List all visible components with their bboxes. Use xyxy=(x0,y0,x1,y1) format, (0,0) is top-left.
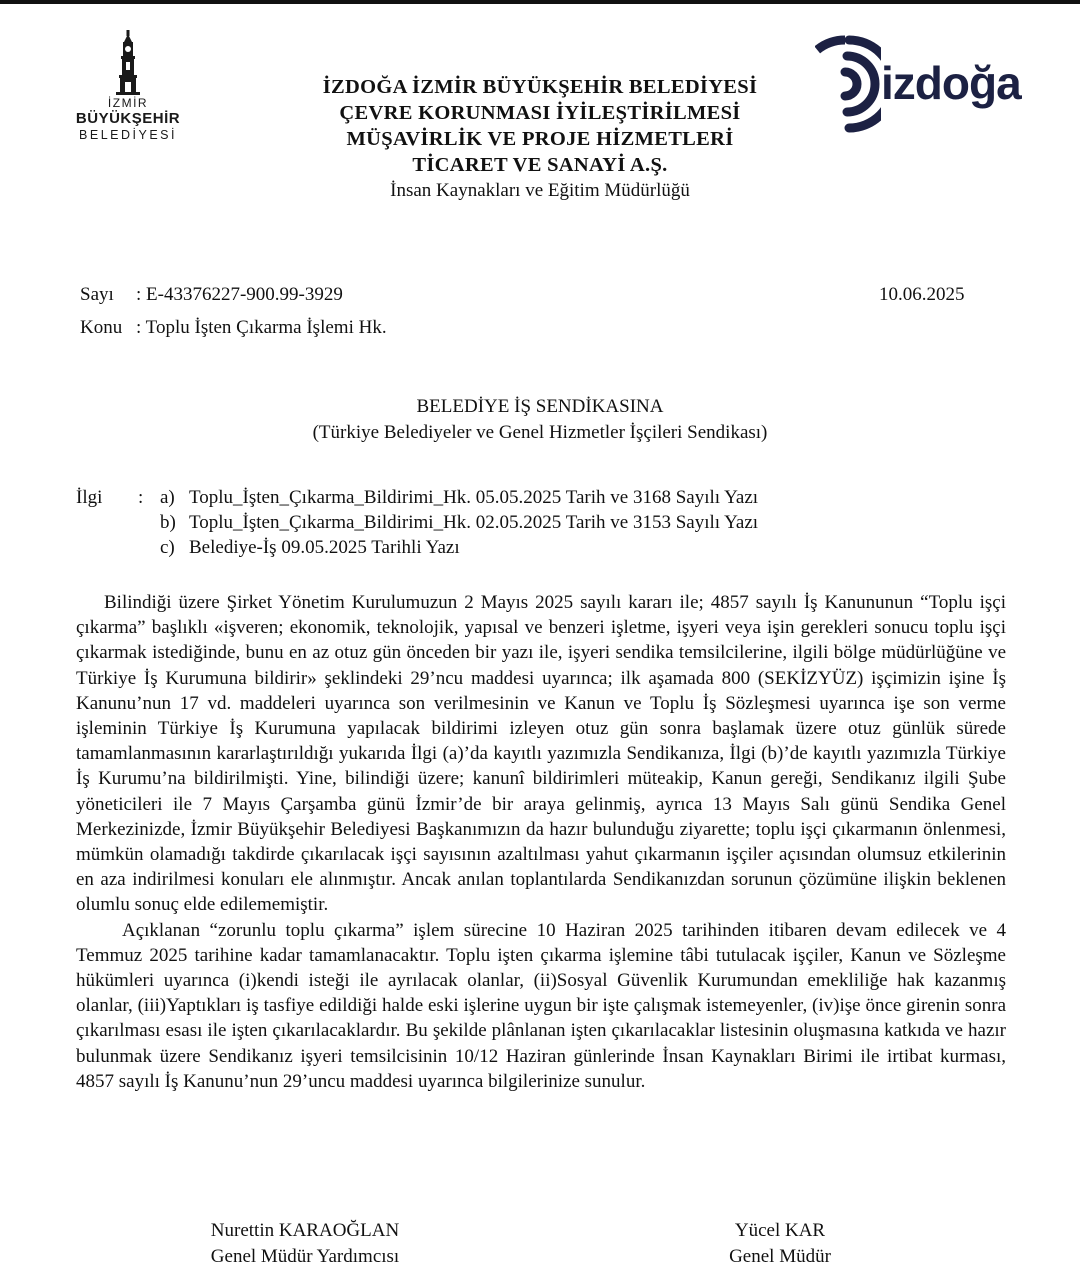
logo-text-buyuksehir: BÜYÜKŞEHİR xyxy=(75,110,181,127)
references-colon: : xyxy=(138,487,144,508)
addressee-line-2: (Türkiye Belediyeler ve Genel Hizmetler İşçileri Sendikası) xyxy=(312,422,768,443)
konu-value: : Toplu İşten Çıkarma İşlemi Hk. xyxy=(136,317,387,338)
letter-body xyxy=(76,590,1006,1094)
addressee xyxy=(200,394,880,446)
izdoga-logo xyxy=(815,34,1035,134)
logo-text-izmir: İZMİR xyxy=(107,96,149,110)
izmir-buyuksehir-logo xyxy=(66,30,190,148)
reference-text: Toplu_İşten_Çıkarma_Bildirimi_Hk. 02.05.2025 Tarih ve 3153 Sayılı Yazı xyxy=(189,512,759,533)
signature-right xyxy=(680,1218,880,1270)
signature-right-name: Yücel KAR xyxy=(734,1220,826,1241)
header-line-2: ÇEVRE KORUNMASI İYİLEŞTİRİLMESİ xyxy=(339,102,741,124)
header-line-3: MÜŞAVİRLİK VE PROJE HİZMETLERİ xyxy=(346,128,734,150)
body-paragraph-1: Bilindiği üzere Şirket Yönetim Kurulumuzun 2 Mayıs 2025 sayılı kararı ile; 4857 sayılı İş Kanununun “Toplu işçi çıkarma” başlıklı «işveren; ekonomik, teknolojik, yapısal ve benzeri işletme, işyeri veya işin gerekleri sonucu toplu işçi çıkarmak istediğinde, bunu en az otuz gün önceden bir yazı ile, işyeri sendika temsilcilerine, ilgili bölge müdürlüğüne ve Türkiye İş Kurumuna bildirir» şeklindeki 29’ncu maddesi uyarınca; ilk aşamada 800 (SEKİZYÜZ) işçimizin işine İş Kanunu’nun 17 vd. maddeleri uyarınca son verilmesinin ve Kanun ve Toplu İş Sözleşmesi uyarınca işe son verme işleminin Türkiye İş Kurumuna yapılacak bildirimi izleyen otuz gün sonra başlamak üzere otuz günlük sürede tamamlanmasının kararlaştırıldığı yukarıda İlgi (a)’da kayıtlı yazımızla Sendikanıza, İlgi (b)’de kayıtlı yazımızla Türkiye İş Kurumu’na bildirilmişti. Yine, bilindiği üzere; kanunî bildirimleri müteakip, Kanun gereği, Sendikanız ilgili Şube yöneticileri ile 7 Mayıs Çarşamba günü İzmir’de bir araya gelinmiş, ayrıca 13 Mayıs Salı günü Sendika Genel Merkezinizde, İzmir Büyükşehir Belediyesi Başkanımızın da hazır bulunduğu ziyarette; toplu işçi çıkarmanın önlenmesi, mümkün olamadığı takdirde çıkarılacak işçi sayısının azaltılması yahut çıkarmanın işçiler açısından olumsuz etkilerinin en aza indirilmesi konuları ele alınmıştır. Ancak anılan toplantılarda Sendikanızdan sorunun çözümüne ilişkin beklenen olumlu sonuç elde edilememiştir. xyxy=(76,592,1006,916)
izmir-clock-tower-icon xyxy=(104,30,152,96)
header-department: İnsan Kaynakları ve Eğitim Müdürlüğü xyxy=(390,180,690,201)
body-paragraph-2: Açıklanan “zorunlu toplu çıkarma” işlem sürecine 10 Haziran 2025 tarihinden itibaren devam edilecek ve 4 Temmuz 2025 tarihine kadar tamamlanacaktır. Toplu işten çıkarma işlemine tâbi tutulacak işçiler, Kanun ve Sözleşme hükümleri uyarınca (i)kendi isteği ile ayrılacak olanlar, (ii)Sosyal Güvenlik Kurumundan emekliliğe hak kazanmış olanlar, (iii)Yaptıkları iş tasfiye edildiği halde eski işlerine uygun bir işte çalışmak istemeyenler, (iv)işe önce girenin sonra çıkarılması esası ile işten çıkarılacaklardır. Bu şekilde plânlanan işten çıkarılacaklar listesinin oluşmasına katkıda ve hazır bulunmak üzere Sendikanız işyeri temsilcisinin 10/12 Haziran günlerinde İnsan Kaynakları Birimi ile irtibat kurması, 4857 sayılı İş Kanunu’nun 29’uncu maddesi uyarınca bilgilerinize sunulur. xyxy=(76,919,1006,1092)
reference-letter: c) xyxy=(160,537,175,558)
sayi-label: Sayı xyxy=(80,284,114,305)
document-date: 10.06.2025 xyxy=(879,284,965,305)
izdoga-brand-text: izdoğa xyxy=(881,57,1021,109)
reference-text: Belediye-İş 09.05.2025 Tarihli Yazı xyxy=(189,537,460,558)
konu-label: Konu xyxy=(80,317,123,338)
document-header xyxy=(270,74,810,204)
signature-left-name: Nurettin KARAOĞLAN xyxy=(210,1220,400,1241)
izdoga-signal-icon xyxy=(815,34,881,134)
header-line-4: TİCARET VE SANAYİ A.Ş. xyxy=(412,154,668,176)
reference-text: Toplu_İşten_Çıkarma_Bildirimi_Hk. 05.05.2025 Tarih ve 3168 Sayılı Yazı xyxy=(189,487,759,508)
reference-letter: a) xyxy=(160,487,175,508)
top-border xyxy=(0,0,1080,4)
addressee-line-1: BELEDİYE İŞ SENDİKASINA xyxy=(416,396,664,417)
signature-left xyxy=(180,1218,430,1270)
references-label: İlgi xyxy=(76,487,103,508)
sayi-value: : E-43376227-900.99-3929 xyxy=(136,284,343,305)
reference-letter: b) xyxy=(160,512,176,533)
signature-left-title: Genel Müdür Yardımcısı xyxy=(210,1246,400,1267)
header-line-1: İZDOĞA İZMİR BÜYÜKŞEHİR BELEDİYESİ xyxy=(322,76,758,98)
signature-right-title: Genel Müdür xyxy=(729,1246,831,1267)
logo-text-belediyesi: BELEDİYESİ xyxy=(79,128,177,142)
